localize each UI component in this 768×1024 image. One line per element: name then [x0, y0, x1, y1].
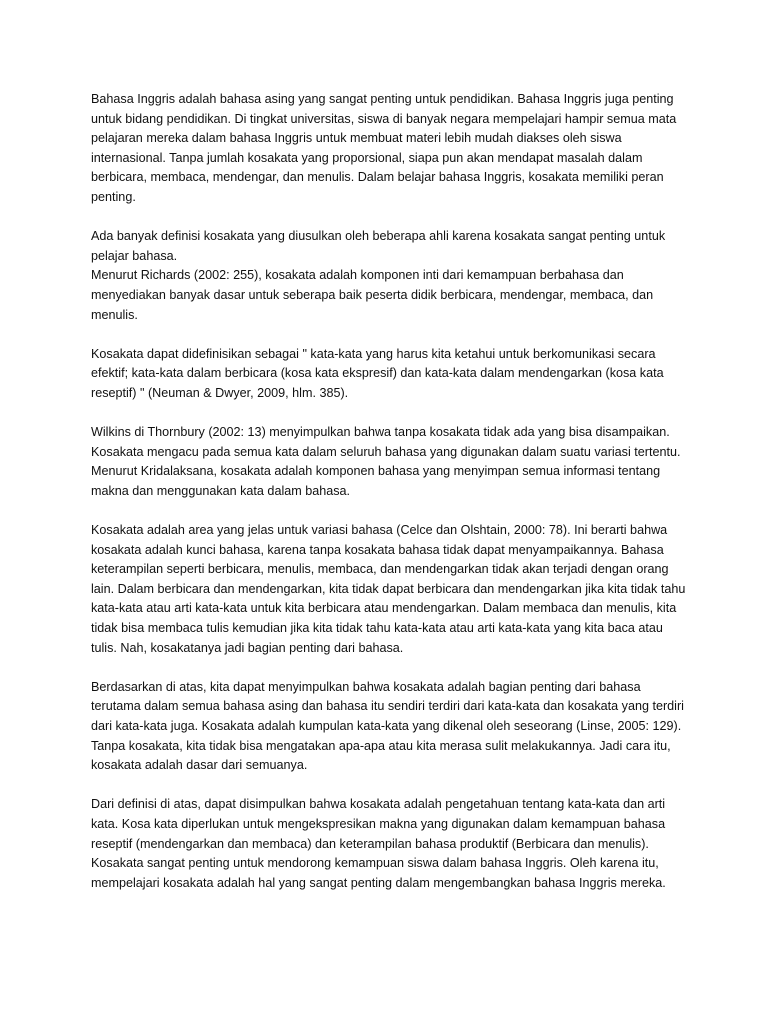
paragraph-7: Berdasarkan di atas, kita dapat menyimpulkan bahwa kosakata adalah bagian penting dari bahasa terutama dalam semua bahasa asing dan bahasa itu sendiri terdiri dari kata-kata dan kosakata yang terdiri dari kata-kata juga. Kosakata adalah kumpulan kata-kata yang dikenal oleh seseorang (Linse, 2005: 129). Tanpa kosakata, kita tidak bisa mengatakan apa-apa atau kita merasa sulit melakukannya. Jadi cara itu, kosakata adalah dasar dari semuanya.	[91, 679, 684, 773]
paragraph-3: Menurut Richards (2002: 255), kosakata adalah komponen inti dari kemampuan berbahasa dan menyediakan banyak dasar untuk seberapa baik peserta didik berbicara, mendengar, membaca, dan menulis.	[91, 268, 654, 322]
paragraph-8: Dari definisi di atas, dapat disimpulkan bahwa kosakata adalah pengetahuan tentang kata-kata dan arti kata. Kosa kata diperlukan untuk mengekspresikan makna yang digunakan dalam kemampuan bahasa reseptif (mendengarkan dan membaca) dan keterampilan bahasa produktif (Berbicara dan menulis). Kosakata sangat penting untuk mendorong kemampuan siswa dalam bahasa Inggris. Oleh karena itu, mempelajari kosakata adalah hal yang sangat penting dalam mengembangkan bahasa Inggris mereka.	[91, 797, 666, 890]
document-page	[91, 90, 691, 913]
paragraph-1: Bahasa Inggris adalah bahasa asing yang sangat penting untuk pendidikan. Bahasa Inggris juga penting untuk bidang pendidikan. Di tingkat universitas, siswa di banyak negara mempelajari hampir semua mata pelajaran mereka dalam bahasa Inggris untuk membuat materi lebih mudah diakses oleh siswa internasional. Tanpa jumlah kosakata yang proporsional, siapa pun akan mendapat masalah dalam berbicara, membaca, mendengar, dan menulis. Dalam belajar bahasa Inggris, kosakata memiliki peran penting.	[91, 92, 677, 204]
paragraph-5: Wilkins di Thornbury (2002: 13) menyimpulkan bahwa tanpa kosakata tidak ada yang bisa disampaikan. Kosakata mengacu pada semua kata dalam seluruh bahasa yang digunakan dalam suatu variasi tertentu. Menurut Kridalaksana, kosakata adalah komponen bahasa yang menyimpan semua informasi tentang makna dan menggunakan kata dalam bahasa.	[91, 425, 681, 498]
paragraph-4: Kosakata dapat didefinisikan sebagai " kata-kata yang harus kita ketahui untuk berkomunikasi secara efektif; kata-kata dalam berbicara (kosa kata ekspresif) dan kata-kata dalam mendengarkan (kosa kata reseptif) " (Neuman & Dwyer, 2009, hlm. 385).	[91, 346, 664, 400]
paragraph-2: Ada banyak definisi kosakata yang diusulkan oleh beberapa ahli karena kosakata sangat penting untuk pelajar bahasa.	[91, 229, 666, 263]
paragraph-6: Kosakata adalah area yang jelas untuk variasi bahasa (Celce dan Olshtain, 2000: 78). Ini berarti bahwa kosakata adalah kunci bahasa, karena tanpa kosakata bahasa tidak dapat menyampaikannya. Bahasa keterampilan seperti berbicara, menulis, membaca, dan mendengarkan tidak akan terjadi dengan orang lain. Dalam berbicara dan mendengarkan, kita tidak dapat berbicara dan mendengarkan jika kita tidak tahu kata-kata atau arti kata-kata untuk kita berbicara atau mendengarkan. Dalam membaca dan menulis, kita tidak bisa membaca tulis kemudian jika kita tidak tahu kata-kata atau arti kata-kata yang kita baca atau tulis. Nah, kosakatanya jadi bagian penting dari bahasa.	[91, 523, 686, 655]
